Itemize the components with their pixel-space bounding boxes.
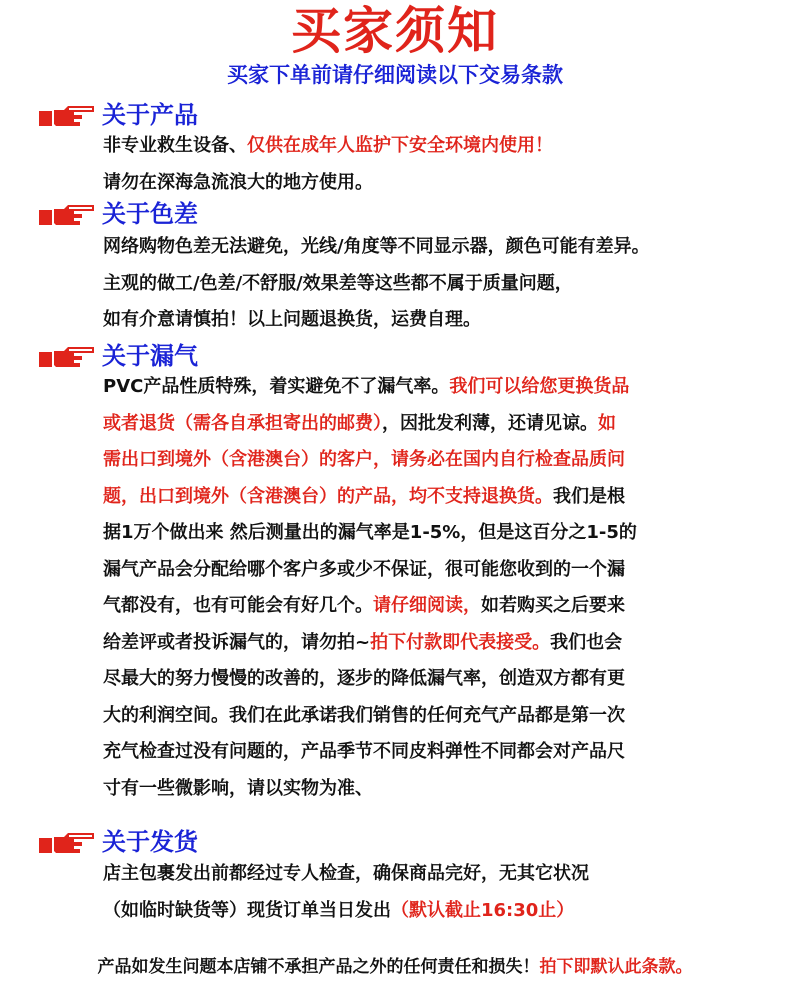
highlight-text: 如	[598, 412, 616, 434]
section-title: 关于色差	[102, 200, 198, 228]
body-text: 如若购买之后要来	[481, 595, 625, 616]
body-line	[103, 406, 763, 443]
body-line	[103, 165, 763, 202]
body-line	[103, 369, 763, 406]
body-line	[103, 856, 763, 893]
body-text: PVC产品性质特殊，着实避免不了漏气率。	[103, 376, 450, 397]
body-line	[103, 302, 763, 339]
body-text: （如临时缺货等）现货订单当日发出	[103, 899, 391, 921]
footer-text: 产品如发生问题本店铺不承担产品之外的任何责任和损失！	[97, 957, 540, 977]
body-text: 寸有一些微影响，请以实物为准、	[103, 777, 373, 799]
body-text: 给差评或者投诉漏气的，请勿拍~	[103, 631, 371, 653]
body-line	[103, 128, 763, 165]
body-line	[103, 734, 763, 771]
body-text: 尽最大的努力慢慢的改善的，逐步的降低漏气率，创造双方都有更	[103, 668, 625, 689]
section-header-leak	[38, 340, 198, 372]
highlight-text: （默认截止16:30止）	[391, 899, 575, 921]
section-body-leak	[103, 369, 763, 807]
body-text: 气都没有，也有可能会有好几个。	[103, 595, 373, 616]
highlight-text: 我们可以给您更换货品	[449, 376, 630, 397]
footer-text-highlight: 拍下即默认此条款。	[539, 957, 693, 977]
body-text: 我们也会	[550, 631, 623, 653]
page-title: 买家须知	[291, 2, 499, 60]
body-line	[103, 588, 763, 625]
highlight-text: 题，出口到境外（含港澳台）的产品，均不支持退换货。	[103, 485, 553, 507]
highlight-text: 请仔细阅读，	[373, 595, 481, 616]
body-text: ，因批发利薄，还请见谅。	[382, 412, 598, 434]
body-text: 充气检查过没有问题的，产品季节不同皮料弹性不同都会对产品尺	[103, 741, 625, 762]
section-header-color	[38, 198, 198, 230]
body-line	[103, 266, 763, 303]
pointing-hand-icon	[38, 828, 96, 856]
section-header-product	[38, 99, 198, 131]
body-text: 店主包裹发出前都经过专人检查，确保商品完好，无其它状况	[103, 863, 589, 884]
body-line	[103, 625, 763, 662]
highlight-text: 拍下付款即代表接受。	[370, 631, 551, 653]
body-text: 请勿在深海急流浪大的地方使用。	[103, 171, 373, 193]
section-header-shipping	[38, 826, 198, 858]
highlight-text: 或者退货（需各自承担寄出的邮费）	[103, 412, 382, 434]
body-text: 漏气产品会分配给哪个客户多或少不保证，很可能您收到的一个漏	[103, 558, 625, 580]
section-body-product	[103, 128, 763, 201]
section-title: 关于产品	[102, 101, 198, 129]
body-text: 非专业救生设备、	[103, 135, 247, 156]
body-line	[103, 229, 763, 266]
body-line	[103, 893, 763, 930]
body-line	[103, 442, 763, 479]
pointing-hand-icon	[38, 342, 96, 370]
body-text: 如有介意请慎拍！以上问题退换货，运费自理。	[103, 309, 481, 330]
body-line	[103, 552, 763, 589]
body-text: 主观的做工/色差/不舒服/效果差等这些都不属于质量问题，	[103, 272, 573, 294]
pointing-hand-icon	[38, 101, 96, 129]
highlight-text: 仅供在成年人监护下安全环境内使用！	[247, 135, 553, 156]
body-text: 大的利润空间。我们在此承诺我们销售的任何充气产品都是第一次	[103, 704, 625, 726]
section-body-color	[103, 229, 763, 339]
section-title: 关于发货	[102, 828, 198, 856]
body-line	[103, 771, 763, 808]
section-title: 关于漏气	[102, 342, 198, 370]
footer-disclaimer	[0, 952, 790, 982]
highlight-text: 需出口到境外（含港澳台）的客户，请务必在国内自行检查品质问	[103, 449, 625, 470]
section-body-shipping	[103, 856, 763, 929]
body-line	[103, 661, 763, 698]
body-line	[103, 515, 763, 552]
pointing-hand-icon	[38, 200, 96, 228]
body-line	[103, 698, 763, 735]
body-text: 网络购物色差无法避免，光线/角度等不同显示器，颜色可能有差异。	[103, 236, 650, 257]
body-line	[103, 479, 763, 516]
page-subtitle: 买家下单前请仔细阅读以下交易条款	[227, 63, 563, 87]
body-text: 据1万个做出来 然后测量出的漏气率是1-5%，但是这百分之1-5的	[103, 522, 637, 543]
body-text: 我们是根	[553, 485, 625, 507]
